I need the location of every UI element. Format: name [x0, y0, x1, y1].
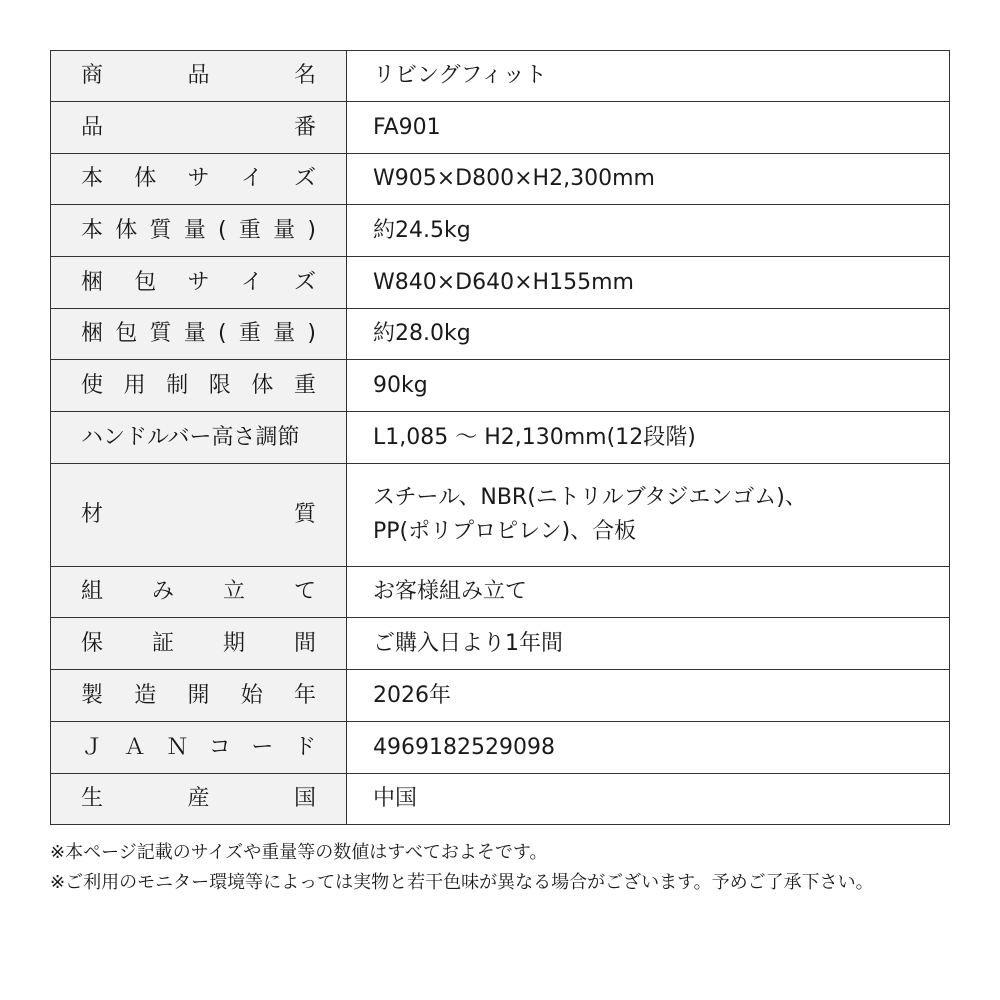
spec-label-char: ー	[251, 734, 274, 760]
spec-label	[51, 257, 347, 309]
spec-value-line: 2026年	[373, 682, 451, 708]
spec-label-chars	[51, 111, 346, 145]
spec-label-char: 産	[187, 786, 210, 811]
spec-value-text	[373, 421, 949, 455]
spec-table-body	[51, 51, 950, 825]
spec-label-chars	[51, 498, 346, 532]
spec-label-char: 生	[81, 786, 104, 811]
spec-value-text	[373, 679, 949, 713]
spec-label-chars	[51, 679, 346, 713]
spec-label-chars	[51, 369, 346, 403]
spec-label-char: 体	[251, 372, 274, 398]
spec-label-char: 包	[115, 321, 138, 346]
spec-label-char: 品	[187, 63, 210, 88]
spec-label	[51, 567, 347, 618]
spec-value-line: スチール、NBR(ニトリルブタジエンゴム)、	[373, 485, 807, 510]
spec-label-char: 重	[238, 321, 261, 346]
spec-label-chars	[51, 317, 346, 351]
spec-label-char: サ	[187, 269, 210, 295]
spec-value-text	[373, 575, 949, 609]
note-line: ※本ページ記載のサイズや重量等の数値はすべておよそです。	[50, 842, 548, 863]
spec-value-text	[373, 731, 949, 765]
spec-label	[51, 205, 347, 257]
note-line: ※ご利用のモニター環境等によっては実物と若干色味が異なる場合がございます。予めご了承下さい。	[50, 872, 874, 893]
spec-label-char: コ	[208, 734, 231, 760]
spec-label-char: Ａ	[123, 734, 146, 760]
spec-label-char: 包	[134, 269, 157, 295]
spec-label-char: 始	[240, 682, 263, 708]
spec-label-char: Ｎ	[166, 734, 189, 760]
spec-value-line: W905×D800×H2,300mm	[373, 166, 655, 191]
spec-label-char: 開	[187, 682, 210, 708]
spec-label-char: 重	[238, 217, 261, 243]
spec-row	[51, 412, 950, 464]
spec-label-char: 材	[81, 502, 104, 527]
notes	[50, 838, 970, 898]
spec-label-char: )	[307, 217, 316, 243]
spec-value-line: 4969182529098	[373, 734, 555, 760]
spec-label	[51, 670, 347, 722]
spec-label	[51, 464, 347, 567]
spec-label-char: 使	[81, 372, 104, 398]
spec-table	[50, 50, 950, 825]
spec-label-char: 国	[293, 786, 316, 811]
spec-row	[51, 360, 950, 412]
spec-label	[51, 51, 347, 102]
spec-label-char: て	[293, 579, 316, 604]
spec-label-char: 制	[166, 372, 189, 398]
spec-value-line: W840×D640×H155mm	[373, 269, 634, 295]
spec-value-line: リビングフィット	[373, 63, 547, 88]
spec-label-chars	[51, 214, 346, 248]
spec-value	[347, 154, 950, 205]
spec-value	[347, 722, 950, 774]
spec-label-char: )	[307, 321, 316, 346]
spec-row	[51, 51, 950, 102]
spec-label-char: ズ	[293, 269, 316, 295]
spec-value	[347, 309, 950, 360]
spec-label-char: ド	[293, 734, 316, 760]
spec-value	[347, 360, 950, 412]
spec-row	[51, 102, 950, 154]
spec-label-char: (	[218, 217, 227, 243]
spec-label-char: 体	[134, 166, 157, 191]
spec-label	[51, 102, 347, 154]
spec-label-char: 商	[81, 63, 104, 88]
spec-label	[51, 618, 347, 670]
spec-label-char: 梱	[81, 269, 104, 295]
spec-row	[51, 464, 950, 567]
spec-row	[51, 257, 950, 309]
spec-label-char: ズ	[293, 166, 316, 191]
spec-value-text	[373, 369, 949, 403]
spec-value-text	[373, 214, 949, 248]
spec-label-char: 量	[273, 321, 296, 346]
spec-label-char: 量	[183, 217, 206, 243]
spec-label-char: 体	[115, 217, 138, 243]
spec-value-text	[373, 782, 949, 816]
spec-value-line: 中国	[373, 786, 418, 811]
spec-label-char: み	[151, 579, 174, 604]
spec-row	[51, 309, 950, 360]
spec-value-text	[373, 59, 949, 93]
spec-value-line: お客様組み立て	[373, 579, 528, 604]
spec-value-text	[373, 481, 949, 549]
spec-label	[51, 774, 347, 825]
spec-value-line: ご購入日より1年間	[373, 630, 563, 656]
spec-label-char: 梱	[81, 321, 104, 346]
spec-label-chars	[51, 59, 346, 93]
spec-value	[347, 257, 950, 309]
spec-label-char: 番	[293, 114, 316, 140]
spec-label-char: 量	[183, 321, 206, 346]
spec-value	[347, 774, 950, 825]
spec-row	[51, 154, 950, 205]
spec-label-char: 限	[208, 372, 231, 398]
spec-label-chars	[51, 731, 346, 765]
spec-label-text: ハンドルバー高さ調節	[81, 424, 300, 450]
spec-label-char: 間	[293, 630, 316, 656]
spec-label-char: 品	[81, 114, 104, 140]
spec-label-char: 期	[222, 630, 245, 656]
spec-row	[51, 670, 950, 722]
spec-label-char: 本	[81, 217, 104, 243]
spec-label-char: 重	[293, 372, 316, 398]
spec-value-text	[373, 111, 949, 145]
spec-value-line: 約28.0kg	[373, 321, 471, 346]
spec-value	[347, 412, 950, 464]
spec-label-char: 年	[293, 682, 316, 708]
spec-label-char: 名	[293, 63, 316, 88]
spec-label	[51, 154, 347, 205]
spec-value	[347, 464, 950, 567]
spec-value	[347, 51, 950, 102]
spec-label-chars	[51, 627, 346, 661]
spec-value	[347, 205, 950, 257]
spec-label-char: 質	[149, 321, 172, 346]
spec-value-text	[373, 266, 949, 300]
spec-value-line: PP(ポリプロピレン)、合板	[373, 519, 637, 544]
spec-label-chars	[51, 782, 346, 816]
spec-label-char: 製	[81, 682, 104, 708]
spec-label-char: イ	[240, 166, 263, 191]
spec-label-chars	[51, 575, 346, 609]
spec-value	[347, 618, 950, 670]
spec-label-char: 保	[81, 630, 104, 656]
spec-label-char: 立	[222, 579, 245, 604]
spec-label-char: イ	[240, 269, 263, 295]
spec-label-char: Ｊ	[81, 734, 104, 760]
spec-label	[51, 722, 347, 774]
spec-value	[347, 567, 950, 618]
spec-label	[51, 309, 347, 360]
spec-row	[51, 774, 950, 825]
spec-label-char: 組	[81, 579, 104, 604]
spec-label-chars	[51, 266, 346, 300]
spec-value	[347, 670, 950, 722]
spec-value-text	[373, 162, 949, 196]
spec-row	[51, 205, 950, 257]
spec-label-char: 造	[134, 682, 157, 708]
spec-value-line: 90kg	[373, 372, 428, 398]
spec-label-char: 証	[151, 630, 174, 656]
spec-label-char: 本	[81, 166, 104, 191]
spec-value-text	[373, 627, 949, 661]
spec-value-line: FA901	[373, 114, 441, 140]
spec-value-line: 約24.5kg	[373, 217, 471, 243]
spec-label	[51, 360, 347, 412]
spec-value	[347, 102, 950, 154]
spec-label-char: 質	[293, 502, 316, 527]
spec-row	[51, 567, 950, 618]
spec-label-chars	[51, 162, 346, 196]
spec-label-char: (	[218, 321, 227, 346]
spec-label-char: 量	[273, 217, 296, 243]
spec-label-char: 質	[149, 217, 172, 243]
spec-value-text	[373, 317, 949, 351]
spec-label	[51, 412, 347, 464]
spec-row	[51, 722, 950, 774]
spec-label-char: 用	[123, 372, 146, 398]
spec-value-line: L1,085 ～ H2,130mm(12段階)	[373, 424, 696, 450]
spec-row	[51, 618, 950, 670]
spec-label-char: サ	[187, 166, 210, 191]
